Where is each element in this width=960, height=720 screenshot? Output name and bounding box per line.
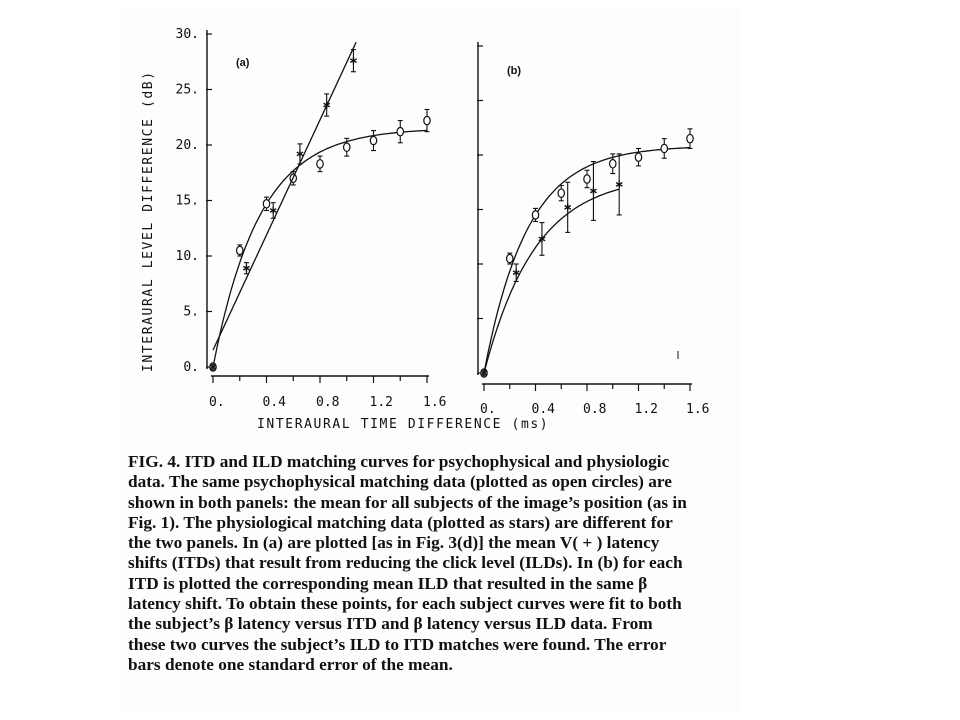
figure-caption xyxy=(128,452,740,675)
data-point-star xyxy=(243,265,249,272)
y-axis-label: INTERAURAL LEVEL DIFFERENCE (dB) xyxy=(141,70,156,372)
data-point-circle xyxy=(237,246,243,254)
caption-line: these two curves the subject’s ILD to ITD matches were found. The error xyxy=(128,634,667,654)
caption-line: the subject’s β latency versus ITD and β latency versus ILD data. From xyxy=(128,614,653,634)
data-point-circle xyxy=(532,211,538,219)
panel-b xyxy=(477,42,709,417)
x-axis-label: INTERAURAL TIME DIFFERENCE (ms) xyxy=(257,417,550,432)
caption-line: shown in both panels: the mean for all subjects of the image’s position (as in xyxy=(128,492,687,512)
y-tick-label: 30. xyxy=(175,27,199,42)
data-point-star xyxy=(616,181,622,188)
x-tick-label: 0.4 xyxy=(262,395,286,410)
data-point-star xyxy=(324,101,330,108)
panel-b-label: (b) xyxy=(507,65,522,77)
y-tick-label: 15. xyxy=(175,193,199,209)
data-point-star xyxy=(590,187,596,194)
caption-line: Fig. 1). The physiological matching data (plotted as stars) are different for xyxy=(128,512,673,532)
caption-line: shifts (ITDs) that result from reducing the click level (ILDs). In (b) for each xyxy=(128,553,683,573)
y-tick-label: 20. xyxy=(175,138,199,153)
data-point-circle xyxy=(344,143,350,151)
x-tick-label: 0.8 xyxy=(316,395,340,410)
data-point-star xyxy=(297,150,303,157)
x-tick-label: 0.8 xyxy=(583,402,607,417)
data-point-circle xyxy=(263,200,269,208)
panel-a xyxy=(176,27,447,410)
panel-a-label: (a) xyxy=(236,57,250,69)
x-tick-label: 0. xyxy=(209,395,225,410)
data-point-circle xyxy=(317,160,323,168)
y-tick-label: 0. xyxy=(183,360,199,375)
data-point-star xyxy=(565,204,571,211)
caption-line: latency shift. To obtain these points, for each subject curves were fit to both xyxy=(128,594,682,614)
x-tick-label: 1.2 xyxy=(369,395,393,410)
data-point-circle xyxy=(397,127,403,135)
x-tick-label: 1.6 xyxy=(423,395,447,410)
data-point-circle xyxy=(424,116,430,124)
data-point-circle xyxy=(507,254,513,262)
data-point-star xyxy=(270,207,276,214)
data-point-circle xyxy=(370,136,376,144)
caption-line: the two panels. In (a) are plotted [as in Fig. 3(d)] the mean V( + ) latency xyxy=(128,533,660,553)
caption-line: bars denote one standard error of the mean. xyxy=(128,654,453,674)
x-tick-label: 0.4 xyxy=(531,402,555,417)
caption-line: data. The same psychophysical matching data (plotted as open circles) are xyxy=(128,472,672,492)
caption-line: FIG. 4. ITD and ILD matching curves for psychophysical and physiologic xyxy=(128,452,670,471)
data-point-star xyxy=(350,57,356,64)
x-tick-label: 1.2 xyxy=(634,402,658,417)
y-tick-label: 5. xyxy=(183,304,199,320)
data-point-circle xyxy=(661,144,667,152)
data-point-circle xyxy=(610,160,616,168)
fit-line xyxy=(213,42,356,350)
x-tick-label: 0. xyxy=(480,402,496,417)
data-point-circle xyxy=(687,134,693,142)
x-tick-label: 1.6 xyxy=(686,402,710,417)
caption-line: ITD is plotted the corresponding mean ILD that resulted in the same β xyxy=(128,573,648,593)
fit-curve xyxy=(484,189,619,373)
y-tick-label: 25. xyxy=(175,82,199,98)
y-tick-label: 10. xyxy=(175,249,199,264)
data-point-circle xyxy=(635,153,641,161)
data-point-circle xyxy=(558,189,564,197)
data-point-circle xyxy=(584,175,590,183)
